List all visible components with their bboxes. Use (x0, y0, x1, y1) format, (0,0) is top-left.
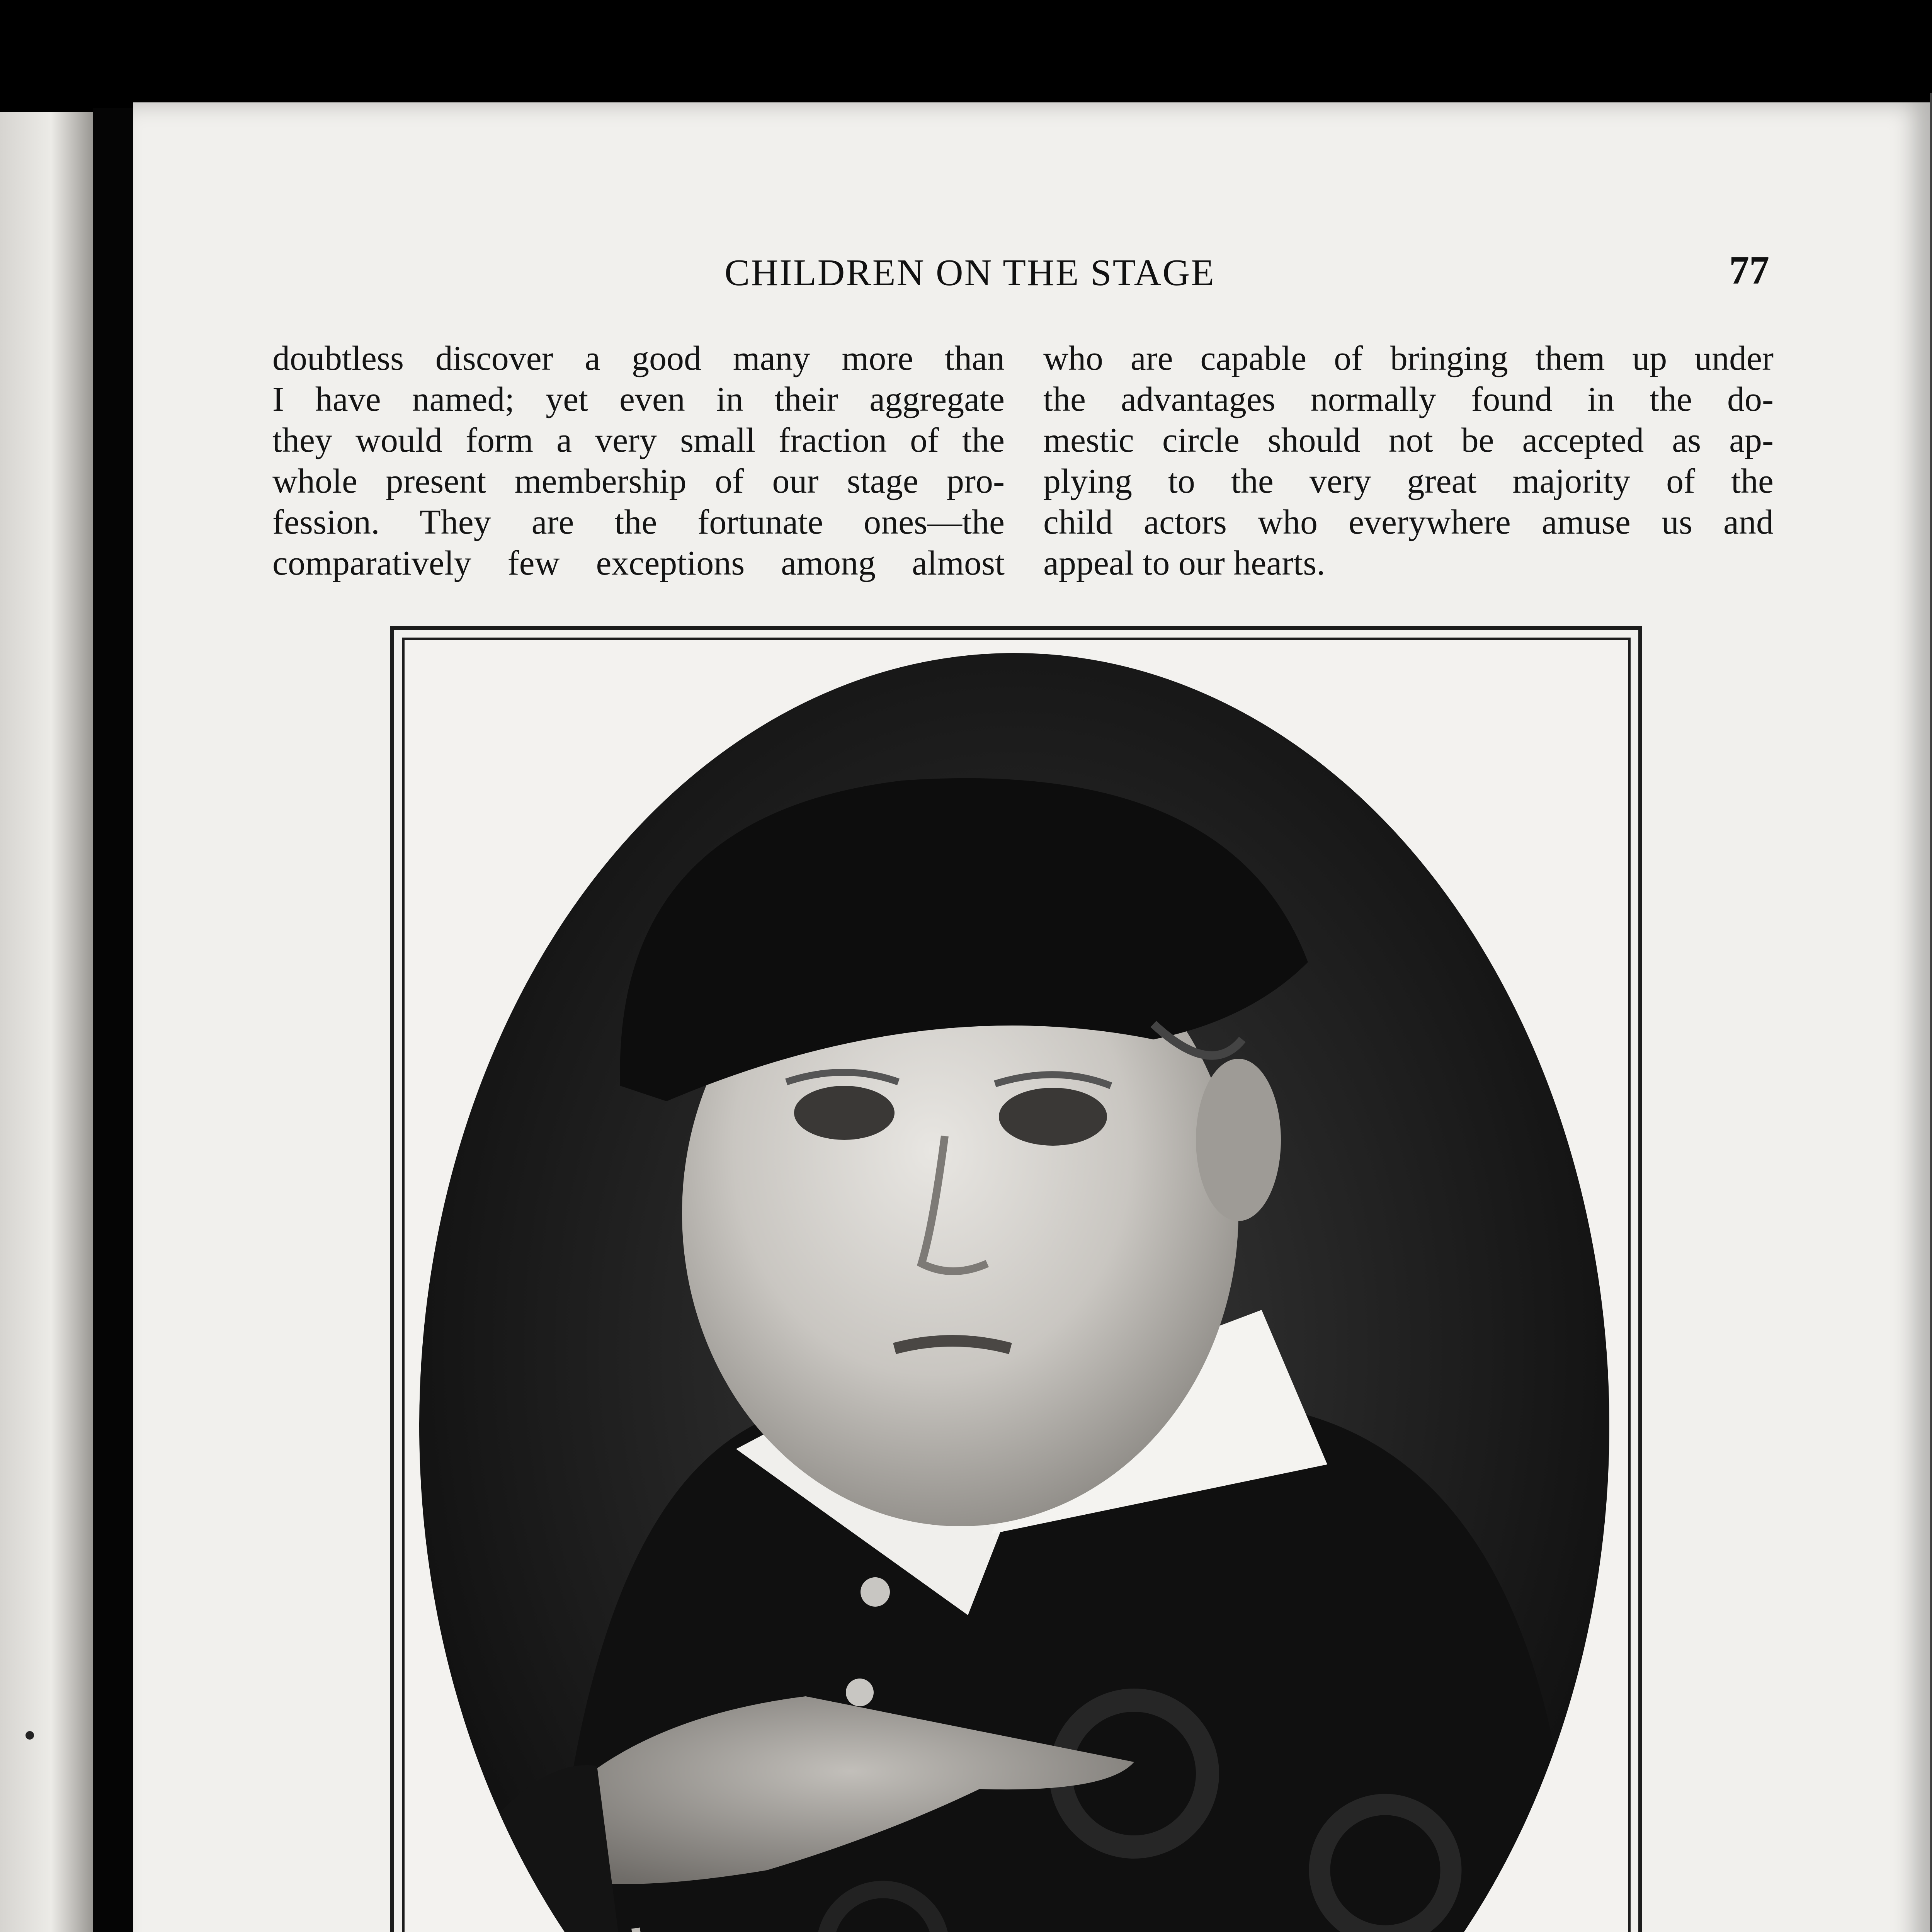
text-line: who are capable of bringing them up under (1043, 339, 1774, 378)
text-line: appeal to our hearts. (1043, 544, 1325, 582)
text-line: fession. They are the fortunate ones—the (272, 503, 1005, 541)
page-number: 77 (1729, 248, 1769, 293)
text-line: I have named; yet even in their aggregate (272, 380, 1005, 418)
column-top-right (1043, 338, 1774, 584)
text-line: doubtless discover a good many more than (272, 339, 1005, 378)
page-edge-right (1930, 93, 1932, 1932)
text-line: they would form a very small fraction of the (272, 421, 1005, 459)
text-line: mestic circle should not be accepted as ap- (1043, 421, 1774, 459)
portrait-illustration (419, 653, 1609, 1932)
text-line: child actors who everywhere amuse us and (1043, 503, 1774, 541)
portrait-photo (419, 653, 1609, 1932)
text-line: the advantages normally found in the do- (1043, 380, 1774, 418)
text-line: comparatively few exceptions among almost (272, 544, 1005, 582)
text-line: plying to the very great majority of the (1043, 462, 1774, 500)
ink-speck (26, 1731, 34, 1740)
text-line: whole present membership of our stage pro- (272, 462, 1005, 500)
column-top-left (272, 338, 1005, 584)
gutter-shadow (93, 108, 135, 1932)
running-title: CHILDREN ON THE STAGE (724, 252, 1216, 294)
facing-page-edge (0, 112, 93, 1932)
